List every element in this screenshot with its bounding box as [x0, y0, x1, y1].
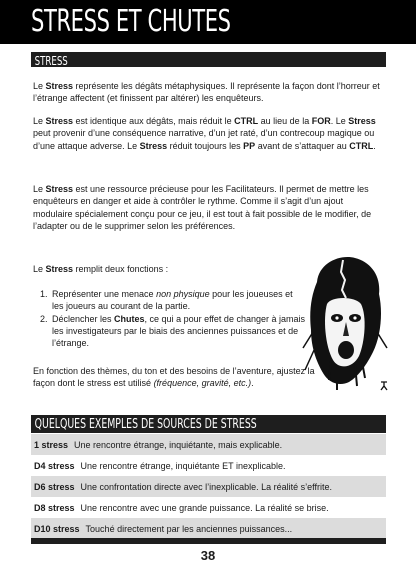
section-header-stress-label: STRESS [34, 54, 68, 68]
table-row [31, 497, 386, 518]
table-row [31, 476, 386, 497]
function-item: 1. Représenter une menace non physique pour les joueuses et les joueurs au courant de la partie. [50, 288, 305, 313]
functions-list [36, 288, 305, 349]
section-header-stress [31, 52, 386, 67]
stress-amount: 1 stress [34, 439, 69, 450]
screaming-face-illustration [297, 252, 389, 404]
function-item: 2. Déclencher les Chutes, ce qui a pour effet de changer à jamais les investigateurs par le biais des anciennes puissances et de l’étrange. [50, 313, 305, 350]
paragraph-3: Le Stress est une ressource précieuse pour les Facilitateurs. Il permet de mettre les enquêteurs en danger et aide à contrôler le rythme. Comme il s’agit d’un ajout modulaire spécialement conçu pour ce jeu, il est tout à fait possible de le modifier, de l’adapter ou de le supprimer selon les préférences. [33, 184, 372, 231]
stress-amount: D6 stress [34, 481, 75, 492]
stress-amount: D8 stress [34, 502, 75, 513]
section-header-examples-label: QUELQUES EXEMPLES DE SOURCES DE STRESS [34, 417, 257, 432]
title-bar [0, 0, 416, 44]
table-row [31, 518, 386, 539]
stress-description: Une rencontre avec une grande puissance. La réalité se brise. [80, 502, 329, 513]
stress-description: Touché directement par les anciennes puissances... [85, 523, 293, 534]
stress-description: Une rencontre étrange, inquiétante, mais explicable. [74, 439, 283, 450]
stress-description: Une rencontre étrange, inquiétante ET inexplicable. [80, 460, 286, 471]
page-number: 38 [200, 548, 216, 563]
paragraph-2: Le Stress est identique aux dégâts, mais réduit le CTRL au lieu de la FOR. Le Stress peut provenir d’une conséquence narrative, d’un jet raté, d’un contrecoup magique ou d’une attaque adverse. Le Stress réduit toujours les PP avant de s’attaquer au CTRL. [33, 116, 376, 151]
paragraph-4: Le Stress remplit deux fonctions : [33, 264, 169, 274]
stress-description: Une confrontation directe avec l’inexplicable. La réalité s’effrite. [80, 481, 333, 492]
stress-amount: D10 stress [34, 523, 80, 534]
stress-amount: D4 stress [34, 460, 75, 471]
examples-table [31, 434, 386, 539]
table-row [31, 434, 386, 455]
bottom-rule [31, 538, 386, 544]
section-header-examples [31, 415, 386, 433]
table-row [31, 455, 386, 476]
paragraph-5: En fonction des thèmes, du ton et des besoins de l’aventure, ajustez la façon dont le stress est utilisé (fréquence, gravité, etc.). [33, 366, 315, 389]
page-title: STRESS ET CHUTES [31, 4, 231, 39]
paragraph-1: Le Stress représente les dégâts métaphysiques. Il représente la façon dont l’horreur et l’étrange affectent (et finissent par altérer) les enquêteurs. [33, 81, 380, 104]
